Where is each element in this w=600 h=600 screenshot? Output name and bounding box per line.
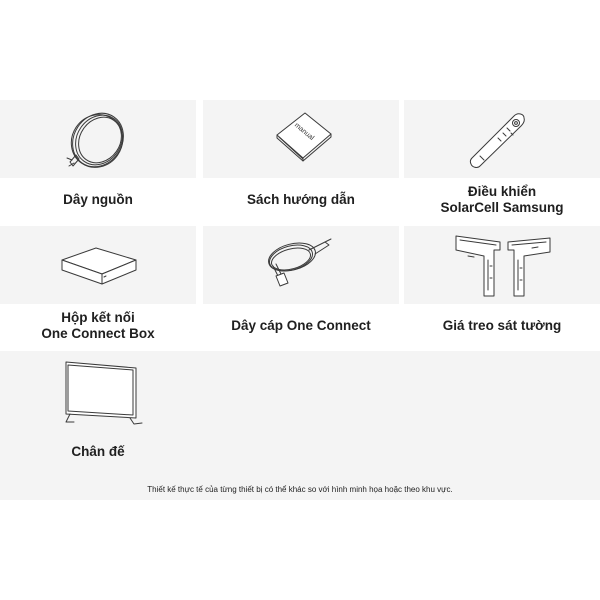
accessory-one-connect-box <box>0 226 196 348</box>
accessory-image-tile <box>0 352 196 430</box>
accessory-label <box>231 318 371 334</box>
one-connect-cable-icon <box>203 226 399 304</box>
accessory-image-tile <box>0 100 196 178</box>
accessory-label-line: One Connect Box <box>41 326 155 341</box>
accessory-image-tile <box>404 100 600 178</box>
accessory-label <box>41 310 154 342</box>
accessory-label <box>440 184 563 216</box>
accessory-label <box>443 318 561 334</box>
accessory-stand <box>0 352 196 478</box>
accessory-label-line: Hộp kết nối <box>61 310 135 325</box>
tv-stand-icon <box>0 352 196 430</box>
manual-book-text: manual <box>292 121 316 142</box>
accessory-image-tile <box>0 226 196 304</box>
accessory-label <box>247 192 355 208</box>
power-cord-icon <box>0 100 196 178</box>
accessory-remote-control <box>404 100 600 222</box>
accessory-label-line: Dây cáp One Connect <box>231 318 371 333</box>
accessory-wall-mount <box>404 226 600 348</box>
wall-mount-bracket-icon <box>404 226 600 304</box>
accessory-label-line: SolarCell Samsung <box>440 200 564 215</box>
remote-control-icon <box>404 100 600 178</box>
accessory-label-line: Điều khiển <box>467 184 537 199</box>
accessory-power-cord <box>0 100 196 222</box>
accessory-label <box>71 444 124 460</box>
accessory-label <box>63 192 133 208</box>
manual-book-icon <box>203 100 399 178</box>
accessory-label-line: Sách hướng dẫn <box>247 192 355 207</box>
disclaimer-footnote: Thiết kế thực tế của từng thiết bị có thể khác so với hình minh họa hoặc theo khu vực. <box>0 478 600 500</box>
accessory-label-line: Chân đế <box>71 444 125 459</box>
accessory-image-tile <box>203 100 399 178</box>
accessory-label-line: Giá treo sát tường <box>442 318 562 333</box>
accessory-image-tile <box>404 226 600 304</box>
one-connect-box-icon <box>0 226 196 304</box>
accessory-label-line: Dây nguồn <box>63 192 133 207</box>
accessory-one-connect-cable <box>203 226 399 348</box>
accessory-manual <box>203 100 399 222</box>
accessory-image-tile <box>203 226 399 304</box>
